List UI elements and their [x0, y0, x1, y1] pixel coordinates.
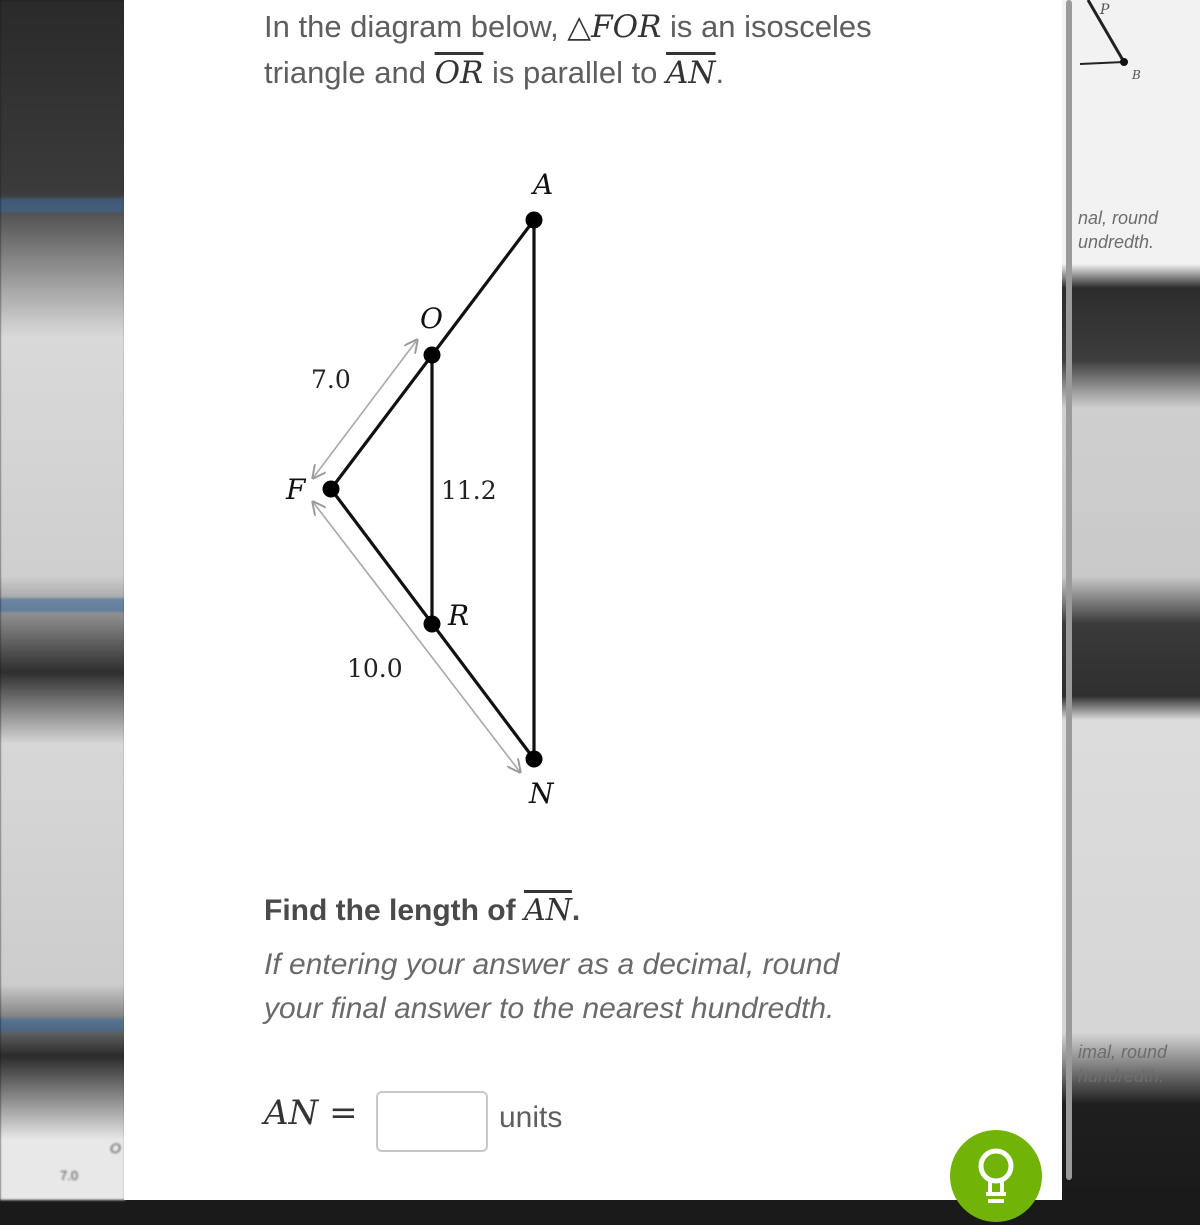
label-f: F	[286, 473, 306, 506]
measure-fo: 7.0	[311, 365, 351, 394]
point-f	[323, 481, 340, 498]
background-point-p: P	[1100, 2, 1110, 18]
question-text: Find the length of	[264, 894, 524, 927]
intro-text: is an isosceles	[661, 9, 872, 44]
answer-variable: AN	[264, 1093, 319, 1133]
intro-text: In the diagram below,	[264, 9, 568, 44]
background-fragment: nal, round	[1078, 208, 1159, 228]
question-instructions	[264, 943, 984, 1031]
measure-fn: 10.0	[347, 654, 403, 683]
triangle-symbol: △	[567, 9, 592, 45]
background-left-point: O	[110, 1140, 121, 1156]
background-fragment: undredth.	[1078, 232, 1155, 252]
dimension-line-fo	[313, 340, 417, 478]
point-n	[526, 751, 543, 768]
intro-text: is parallel to	[483, 55, 667, 90]
label-o: O	[420, 302, 443, 335]
dimension-line-fn	[313, 502, 520, 772]
background-fragment: hundredth.	[1078, 1066, 1165, 1086]
measure-or: 11.2	[441, 476, 497, 505]
hint-button[interactable]	[950, 1130, 1042, 1222]
question-title	[264, 893, 984, 928]
question-text: .	[571, 894, 581, 927]
answer-input[interactable]	[376, 1091, 488, 1152]
instruction-line: your final answer to the nearest hundredth.	[264, 992, 835, 1025]
label-n: N	[529, 777, 554, 810]
segment-an: $\overline{AN}$	[666, 55, 716, 91]
lightbulb-icon	[950, 1130, 1042, 1222]
equals-sign: =	[318, 1093, 358, 1133]
instruction-line: If entering your answer as a decimal, round	[264, 948, 840, 981]
point-r	[424, 616, 441, 633]
background-point-b: B	[1132, 68, 1141, 82]
answer-label	[264, 1093, 358, 1133]
intro-text: triangle and	[264, 55, 435, 90]
question-segment: $\overline{AN}$	[523, 893, 572, 928]
point-a	[526, 212, 543, 229]
point-o	[424, 347, 441, 364]
background-fragment: imal, round	[1078, 1042, 1168, 1062]
segment-or: $\overline{OR}$	[434, 55, 484, 91]
label-a: A	[533, 168, 554, 201]
intro-text: .	[715, 55, 725, 90]
triangle-name: FOR	[591, 9, 662, 45]
background-left-label: 7.0	[60, 1168, 79, 1183]
label-r: R	[448, 599, 470, 632]
units-label: units	[499, 1101, 563, 1134]
